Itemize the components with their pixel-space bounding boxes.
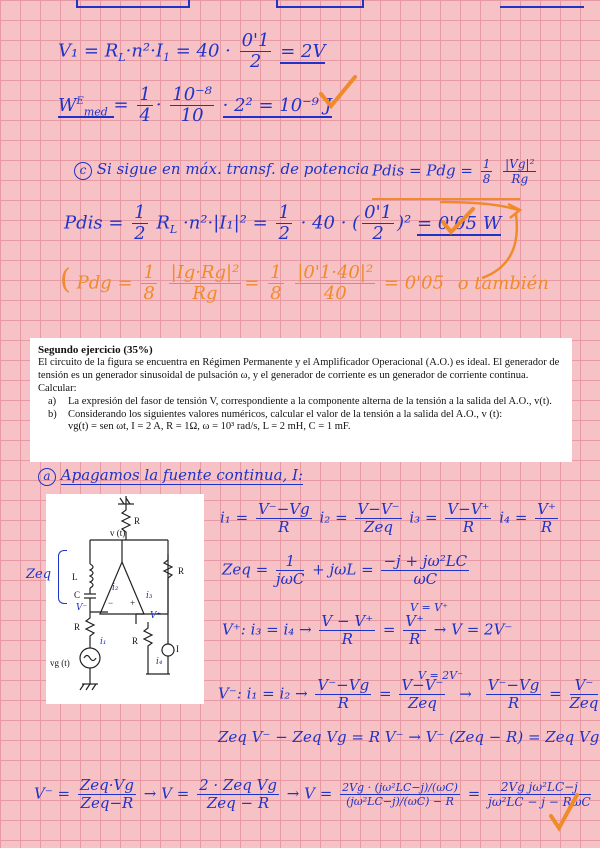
fin-lhs: V⁻ = bbox=[34, 784, 71, 803]
vp-note: V = V⁺ bbox=[410, 601, 448, 614]
fin-arrow1: → V = bbox=[143, 784, 190, 803]
vm-note: V = 2V⁻ bbox=[418, 669, 463, 682]
pdg-result: = 0'05 bbox=[383, 272, 445, 294]
problem-item-b-label: b) bbox=[48, 408, 57, 420]
pdg-fn: |Ig·Rg|² bbox=[170, 262, 240, 283]
pdis-a: R bbox=[156, 212, 170, 234]
problem-item-a-text: La expresión del fasor de tensión V, correspondiente a la componente alterna de la tensión a la salida del A.O., v(t). bbox=[68, 395, 552, 407]
i4-den: R bbox=[540, 518, 553, 536]
circuit-hw-vp: V⁺ bbox=[150, 611, 162, 621]
circuit-hw-i4: i₄ bbox=[156, 657, 163, 667]
energy-tail: · 2² = 10⁻⁹ J bbox=[222, 94, 332, 116]
problem-statement bbox=[30, 338, 572, 462]
v1-den: 2 bbox=[249, 51, 262, 72]
pdis-c: · 40 · bbox=[300, 212, 347, 234]
pdis-result: = 0'05 W bbox=[417, 212, 502, 234]
circuit-hw-zeq: Zeq bbox=[26, 567, 52, 582]
part-a-text: Apagamos la fuente continua, I: bbox=[60, 466, 304, 484]
energy-f1n: 1 bbox=[139, 84, 151, 105]
vm-num2: V−V⁻ bbox=[401, 676, 444, 694]
v1-forty: = 40 · bbox=[175, 40, 231, 62]
vm-den2: Zeq bbox=[407, 694, 437, 712]
current-defs bbox=[220, 502, 561, 535]
circuit-figure bbox=[46, 494, 204, 704]
i3-den: R bbox=[462, 518, 475, 536]
vm-lhs: V⁻: i₁ = i₂ → bbox=[218, 684, 308, 703]
pdis-def-lhs: Pdis = Pdg = bbox=[372, 161, 473, 180]
energy-eq: = bbox=[113, 94, 129, 116]
circuit-label-r-mid: R bbox=[74, 622, 81, 632]
problem-values: vg(t) = sen ωt, I = 2 A, R = 1Ω, ω = 10³ rad/s, L = 2 mH, C = 1 mF. bbox=[68, 421, 351, 433]
pdis-lhs: Pdis = bbox=[64, 212, 124, 234]
pdis-definition bbox=[372, 158, 539, 185]
fin-den1: Zeq−R bbox=[80, 794, 134, 812]
energy-equation: $W^E_{med}$ = $\frac{1}{4}$ · $\frac{\text{10⁻⁸}}{10}$ · 2² = 10⁻⁹ J bbox=[58, 84, 332, 126]
pdis-def-fd: 8 bbox=[482, 172, 491, 186]
zeq-den2: ωC bbox=[413, 570, 438, 588]
part-c-heading bbox=[74, 162, 369, 180]
vm-den: R bbox=[337, 694, 349, 712]
circuit-label-plus: + bbox=[130, 598, 136, 608]
pdis-def-gn: |Vg|² bbox=[505, 157, 535, 171]
i2-lhs: i₂ = bbox=[319, 508, 348, 527]
vm-num: V⁻−Vg bbox=[317, 676, 370, 694]
i1-lhs: i₁ = bbox=[220, 508, 249, 527]
fin-den2: Zeq − R bbox=[206, 794, 270, 812]
energy-f1d: 4 bbox=[139, 105, 151, 126]
pdis-def-gd: Rg bbox=[511, 172, 529, 186]
fin-num4: 2Vg jω²LC−j bbox=[488, 781, 591, 795]
zeq-den: jωC bbox=[276, 570, 305, 588]
circuit-label-c: C bbox=[74, 590, 81, 600]
part-a-marker: a bbox=[38, 468, 56, 486]
fin-num3: 2Vg · (jω²LC−j)/(ωC) bbox=[342, 781, 458, 794]
circuit-label-r-top: R bbox=[134, 516, 141, 526]
problem-item-a-label: a) bbox=[48, 395, 57, 407]
vp-lhs: V⁺: i₃ = i₄ → bbox=[222, 620, 312, 639]
zeq-num: 1 bbox=[276, 554, 304, 571]
vp-den: R bbox=[341, 630, 353, 648]
circuit-label-vg: vg (t) bbox=[50, 658, 70, 668]
energy-lhs: W bbox=[58, 94, 77, 116]
i4-lhs: i₄ = bbox=[499, 508, 528, 527]
vplus-equation bbox=[222, 614, 512, 647]
circuit-label-r-right: R bbox=[178, 566, 185, 576]
zeq-num2: −j + jω²LC bbox=[383, 552, 468, 570]
circuit-hw-i2: i₂ bbox=[112, 583, 119, 593]
circuit-hw-i3: i₃ bbox=[146, 591, 153, 601]
vm-eq: = bbox=[378, 684, 392, 703]
pdg-fd: Rg bbox=[192, 283, 218, 304]
circuit-label-i: I bbox=[176, 644, 179, 654]
vp-num2: V⁺ bbox=[405, 612, 424, 630]
energy-f2d: 10 bbox=[180, 105, 204, 126]
part-c-marker: c bbox=[74, 162, 92, 180]
vm-num3: V⁻−Vg bbox=[487, 676, 540, 694]
fin-den3: (jω²LC−j)/(ωC) − R bbox=[346, 795, 454, 808]
i3-num: V−V⁺ bbox=[447, 500, 490, 518]
i1-num: V⁻−Vg bbox=[257, 500, 310, 518]
zeq-mid: + jωL = bbox=[312, 560, 374, 579]
v1-result: = 2V bbox=[280, 40, 326, 62]
v1-mid: ·n²·I bbox=[125, 40, 163, 62]
v1-num: 0'1 bbox=[241, 30, 270, 51]
circuit-label-l: L bbox=[72, 572, 78, 582]
problem-intro: El circuito de la figura se encuentra en Régimen Permanente y el Amplificador Operacional (A.O.) es ideal. El generador de tensión es un generador sinusoidal de pulsación ω, y el generador de corriente es un generador de corriente continua. Calcular: bbox=[38, 357, 560, 394]
i4-num: V⁺ bbox=[537, 500, 556, 518]
check-icon bbox=[318, 74, 358, 110]
circuit-hw-i1: i₁ bbox=[100, 637, 107, 647]
v1-equation: $V_1 = R_L\cdot n^2\cdot I_1 = 40$ · $\frac{0'1}{2}$ = 2V bbox=[58, 30, 326, 72]
pdis-def-fn: 1 bbox=[482, 157, 491, 171]
vp-eq: = bbox=[382, 620, 396, 639]
problem-item-a bbox=[48, 395, 564, 409]
part-c-text: Si sigue en máx. transf. de potencia bbox=[96, 160, 370, 178]
problem-item-b bbox=[48, 408, 564, 435]
circuit-label-vt: v (t) bbox=[110, 528, 126, 538]
vminus-equation: V⁻: i₁ = i₂ → $\frac{V^--Vg}{R}$ = $\frac{V-V^-}{\text{Zeq}}$ → $\frac{V^--Vg}{R}$ = $\frac{V^-}{\text{Zeq}}$ bbox=[218, 676, 599, 712]
fin-num2: 2 · Zeq Vg bbox=[199, 776, 278, 794]
vm-num4: V⁻ bbox=[570, 678, 599, 695]
energy-sub: med bbox=[83, 105, 108, 119]
circuit-label-minus: − bbox=[108, 598, 114, 608]
final-equation bbox=[34, 778, 594, 811]
pdg-lhs: Pdg = bbox=[76, 272, 133, 294]
i2-den: Zeq bbox=[364, 518, 393, 536]
zeq-lhs: Zeq = bbox=[222, 560, 269, 579]
pdis-b: ·n²·|I₁|² = bbox=[182, 212, 268, 234]
energy-f2n: 10⁻⁸ bbox=[172, 84, 212, 105]
problem-item-b-text: Considerando los siguientes valores numéricos, calcular el valor de la tensión a la salida del A.O., v (t): bbox=[68, 408, 503, 420]
pdis-equation: Pdis = $\frac{1}{2}$ $R_L \cdot n^2\cdot|I_1|^2$ = $\frac{1}{2}$ · 40 · ( $\frac{0'1}{2}$ )² = 0'05 W bbox=[64, 202, 502, 244]
circuit-diagram bbox=[46, 494, 204, 704]
problem-list bbox=[38, 396, 564, 434]
top-partial-marks bbox=[0, 0, 600, 10]
vp-num: V − V⁺ bbox=[321, 612, 374, 630]
fin-eq: = bbox=[467, 784, 481, 803]
part-a-heading bbox=[38, 468, 303, 486]
problem-title: Segundo ejercicio (35%) bbox=[38, 344, 153, 356]
i3-lhs: i₃ = bbox=[409, 508, 438, 527]
v1-lhs: V₁ = R bbox=[58, 40, 119, 62]
pdis-par-d: 2 bbox=[372, 223, 384, 244]
zeq-equation bbox=[222, 554, 472, 587]
check-icon bbox=[548, 792, 580, 832]
pdg-equation: ( Pdg = $\frac{1}{8}$ $\frac{\text{|Ig·Rg|²}}{Rg}$ = $\frac{1}{8}$ $\frac{\text{|0'1·40|²}}{40}$ = 0'05 o también bbox=[60, 262, 549, 304]
fin-den4: jω²LC − j − RωC bbox=[488, 795, 591, 809]
pdg-also: o también bbox=[457, 272, 549, 294]
pdg-gn: |0'1·40|² bbox=[297, 262, 374, 283]
vm-den4: Zeq bbox=[569, 694, 599, 712]
fin-num1: Zeq·Vg bbox=[79, 776, 134, 794]
vp-den2: R bbox=[408, 630, 421, 648]
circuit-hw-vm: V⁻ bbox=[76, 603, 88, 613]
zeq-brace bbox=[58, 550, 67, 604]
energy-sup: E bbox=[76, 95, 84, 107]
zeq-line: Zeq V⁻ − Zeq Vg = R V⁻ → V⁻ (Zeq − R) = Zeq Vg bbox=[218, 728, 600, 746]
vp-result: → V = 2V⁻ bbox=[433, 620, 513, 639]
circuit-label-r-bot: R bbox=[132, 636, 139, 646]
pdis-par-n: 0'1 bbox=[364, 202, 393, 223]
i1-den: R bbox=[278, 518, 290, 536]
pdg-gd: 40 bbox=[323, 283, 347, 304]
i2-num: V−V⁻ bbox=[357, 500, 400, 518]
fin-arrow2: → V = bbox=[286, 784, 333, 803]
vm-den3: R bbox=[507, 694, 520, 712]
